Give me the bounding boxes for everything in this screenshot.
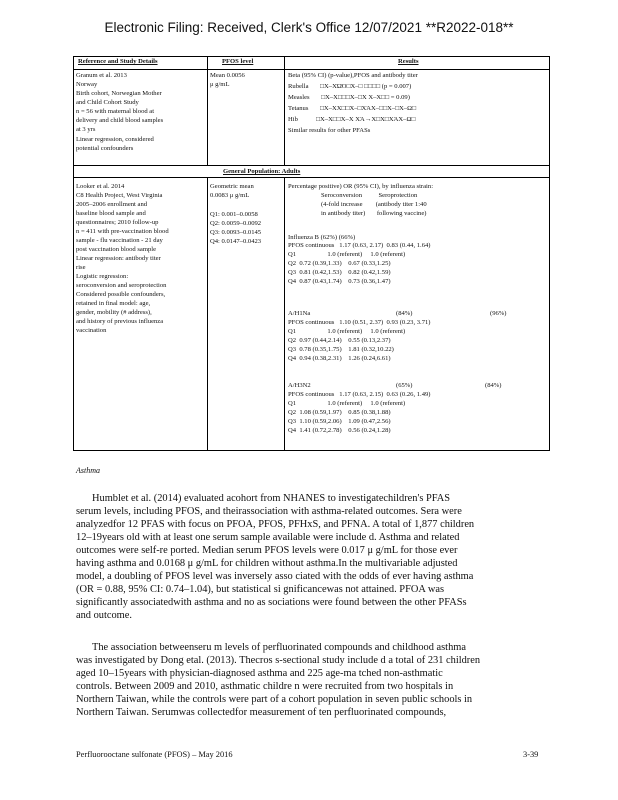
cell-line: Granum et al. 2013 bbox=[76, 72, 127, 79]
cell-line: 2005–2006 enrollment and bbox=[76, 201, 148, 208]
cell-line: post vaccination blood sample bbox=[76, 246, 157, 253]
table-right-rule bbox=[549, 56, 550, 451]
table-bottom-rule bbox=[73, 450, 550, 451]
paragraph-line: Northern Taiwan. Serumwas collectedfor measurement of ten perfluorinated compounds, bbox=[76, 707, 447, 718]
paragraph-line: serum levels, including PFOS, and theirassociation with asthma-related outcomes. Sera were bbox=[76, 506, 462, 517]
paragraph-line: The association betweenseru m levels of perfluorinated compounds and childhood asthma bbox=[92, 642, 466, 653]
cell-line: seroconversion and seroprotection bbox=[76, 282, 167, 289]
cell-line: Logistic regression: bbox=[76, 273, 129, 280]
cell-line: Q3: 0.0093–0.0145 bbox=[210, 229, 262, 236]
result-line: Q2 1.08 (0.59,1.97) 0.85 (0.38,1.88) bbox=[288, 409, 391, 416]
cell-line: Hib □Χ–Χ□□Χ–Χ ΧΆ→Χ□Χ□ΧΆΧ–Ω□ bbox=[288, 116, 416, 123]
result-line: PFOS continuous 1.17 (0.63, 2.17) 0.83 (0.44, 1.64) bbox=[288, 242, 431, 249]
table-col-rule-1b bbox=[207, 177, 208, 451]
table-header-rule bbox=[73, 69, 550, 70]
result-line: Q3 0.81 (0.42,1.53) 0.82 (0.42,1.59) bbox=[288, 269, 391, 276]
cell-line: retained in final model: age, bbox=[76, 300, 151, 307]
cell-line: (4-fold increase (antibody titer 1:40 bbox=[288, 201, 427, 208]
paragraph-line: and outcome. bbox=[76, 610, 132, 621]
cell-line: and Child Cohort Study bbox=[76, 99, 139, 106]
result-line: PFOS continuous 1.17 (0.63, 2.15) 0.63 (0.26, 1.49) bbox=[288, 391, 431, 398]
cell-line: and history of previous influenza bbox=[76, 318, 164, 325]
paragraph-line: 12–19years old with at least one serum sample available were include d. Asthma and related bbox=[76, 532, 460, 543]
cell-line: Q4: 0.0147–0.0423 bbox=[210, 238, 262, 245]
cell-line: Measles □Χ–Χ□□□Χ–□Χ Χ–Χ□□ = 0.09) bbox=[288, 94, 410, 101]
cell-line: questionnaires; 2010 follow-up bbox=[76, 219, 159, 226]
result-line: Q2 0.72 (0.39,1.33) 0.67 (0.33,1.25) bbox=[288, 260, 391, 267]
cell-line: Considered possible confounders, bbox=[76, 291, 166, 298]
footer-page-number: 3-39 bbox=[523, 750, 539, 759]
cell-line: sample - flu vaccination - 21 day bbox=[76, 237, 163, 244]
paragraph-line: controls. Between 2009 and 2010, asthmatic childre n were recruited from two hospitals in bbox=[76, 681, 454, 692]
cell-line: gender, mobility (# address), bbox=[76, 309, 152, 316]
footer-document-title: Perfluorooctane sulfonate (PFOS) – May 2016 bbox=[76, 750, 233, 759]
cell-line: μ g/mL bbox=[210, 81, 230, 88]
paragraph-line: significantly associatedwith asthma and no as sociations were found between the other PFASs bbox=[76, 597, 467, 608]
table-left-rule bbox=[73, 56, 74, 451]
cell-line: in antibody titer) following vaccine) bbox=[288, 210, 427, 217]
result-line: Q4 0.94 (0.38,2.31) 1.26 (0.24,6.61) bbox=[288, 355, 391, 362]
col-header-results: Results bbox=[398, 58, 419, 65]
cell-line: Rubella □Χ–ΧΏΌ□Χ–□ □□□□ (p = 0.007) bbox=[288, 83, 412, 90]
cell-line: Similar results for other PFASs bbox=[288, 127, 371, 134]
result-line: Q1 1.0 (referent) 1.0 (referent) bbox=[288, 400, 406, 407]
paragraph-line: was investigated by Dong etal. (2013). Thecros s-sectional study include d a total of 231 children bbox=[76, 655, 481, 666]
cell-line: n = 56 with maternal blood at bbox=[76, 108, 155, 115]
col-header-pfos: PFOS level bbox=[222, 58, 254, 65]
paragraph-line: outcomes were self-re ported. Median serum PFOS levels were 0.017 μ g/mL for those ever bbox=[76, 545, 458, 556]
cell-line: Linear regression: antibody titer bbox=[76, 255, 161, 262]
cell-line: Looker et al. 2014 bbox=[76, 183, 125, 190]
result-line: Q3 0.78 (0.35,1.75) 1.81 (0.32,10.22) bbox=[288, 346, 394, 353]
cell-line: at 3 yrs bbox=[76, 126, 96, 133]
cell-line: Beta (95% CI) (p-value),PFOS and antibody titer bbox=[288, 72, 418, 79]
cell-line: rise bbox=[76, 264, 86, 271]
cell-line: Mean 0.0056 bbox=[210, 72, 245, 79]
cell-line: delivery and child blood samples bbox=[76, 117, 164, 124]
paragraph-line: Humblet et al. (2014) evaluated acohort from NHANES to investigatechildren's PFAS bbox=[92, 493, 451, 504]
cell-line: potential confounders bbox=[76, 145, 134, 152]
paragraph-line: model, a doubling of PFOS level was inversely asso ciated with the odds of ever having asthma bbox=[76, 571, 474, 582]
result-line: Q4 0.87 (0.43,1.74) 0.73 (0.36,1.47) bbox=[288, 278, 391, 285]
cell-line: C8 Health Project, West Virginia bbox=[76, 192, 163, 199]
cell-line: Q1: 0.001–0.0058 bbox=[210, 211, 258, 218]
paragraph-line: aged 10–15years with physician-diagnosed asthma and 225 age-ma tched non-asthmatic bbox=[76, 668, 443, 679]
cell-line: vaccination bbox=[76, 327, 107, 334]
table-row-rule bbox=[73, 165, 550, 166]
cell-line: Percentage positive) OR (95% CI), by influenza strain: bbox=[288, 183, 434, 190]
col-header-reference: Reference and Study Details bbox=[78, 58, 158, 65]
section-label-general-population: General Population: Adults bbox=[223, 168, 301, 175]
paragraph-line: analyzedfor 12 PFAS with focus on PFOA, PFOS, PFHxS, and PFNA. A total of 1,877 children bbox=[76, 519, 475, 530]
cell-line: baseline blood sample and bbox=[76, 210, 146, 217]
section-title-asthma: Asthma bbox=[76, 466, 100, 475]
table-col-rule-2b bbox=[284, 177, 285, 451]
cell-line: Seroconversion Seroprotection bbox=[288, 192, 418, 199]
cell-line: Linear regression, considered bbox=[76, 136, 154, 143]
h3n2-heading: A/H3N2 bbox=[288, 382, 311, 389]
table-col-rule-2 bbox=[284, 56, 285, 166]
result-line: Q3 1.10 (0.59,2.06) 1.09 (0.47,2.56) bbox=[288, 418, 391, 425]
cell-line: Norway bbox=[76, 81, 98, 88]
result-line: Q4 1.41 (0.72,2.78) 0.56 (0.24,1.28) bbox=[288, 427, 391, 434]
h1n1-seroconversion-pct: (84%) bbox=[396, 310, 413, 317]
result-line: Q1 1.0 (referent) 1.0 (referent) bbox=[288, 328, 406, 335]
cell-line: Tetanus □Χ–ΧΧ□□Χ–□ΧΆΧ–□□Χ–□Χ–Ω□ bbox=[288, 105, 417, 112]
page-header: Electronic Filing: Received, Clerk's Office 12/07/2021 **R2022-018** bbox=[104, 20, 514, 35]
paragraph-line: having asthma and 0.0168 μ g/mL for children without asthma.In the multivariable adjusted bbox=[76, 558, 458, 569]
result-line: Q2 0.97 (0.44,2.14) 0.55 (0.13,2.37) bbox=[288, 337, 391, 344]
results-table bbox=[73, 56, 550, 451]
cell-line: 0.0083 μ g/mL bbox=[210, 192, 250, 199]
table-top-rule bbox=[73, 56, 550, 57]
cell-line: n = 411 with pre-vaccination blood bbox=[76, 228, 169, 235]
influenza-b-heading: Influenza B (62%) (66%) bbox=[288, 234, 356, 241]
cell-line: Birth cohort, Norwegian Mother bbox=[76, 90, 162, 97]
h1n1-heading: A/H1Na bbox=[288, 310, 311, 317]
result-line: PFOS continuous 1.10 (0.51, 2.37) 0.93 (0.23, 3.71) bbox=[288, 319, 431, 326]
cell-line: Geometric mean bbox=[210, 183, 254, 190]
h3n2-seroprotection-pct: (84%) bbox=[485, 382, 502, 389]
paragraph-line: (OR = 0.88, 95% CI: 0.74–1.04), but statistical si gnificancewas not attained. PFOA was bbox=[76, 584, 445, 595]
cell-line: Q2: 0.0059–0.0092 bbox=[210, 220, 262, 227]
table-col-rule-1 bbox=[207, 56, 208, 166]
h1n1-seroprotection-pct: (96%) bbox=[490, 310, 507, 317]
h3n2-seroconversion-pct: (65%) bbox=[396, 382, 413, 389]
paragraph-line: Northern Taiwan, while the controls were part of a cohort population in seven public schools in bbox=[76, 694, 473, 705]
result-line: Q1 1.0 (referent) 1.0 (referent) bbox=[288, 251, 406, 258]
table-section-rule bbox=[73, 177, 550, 178]
